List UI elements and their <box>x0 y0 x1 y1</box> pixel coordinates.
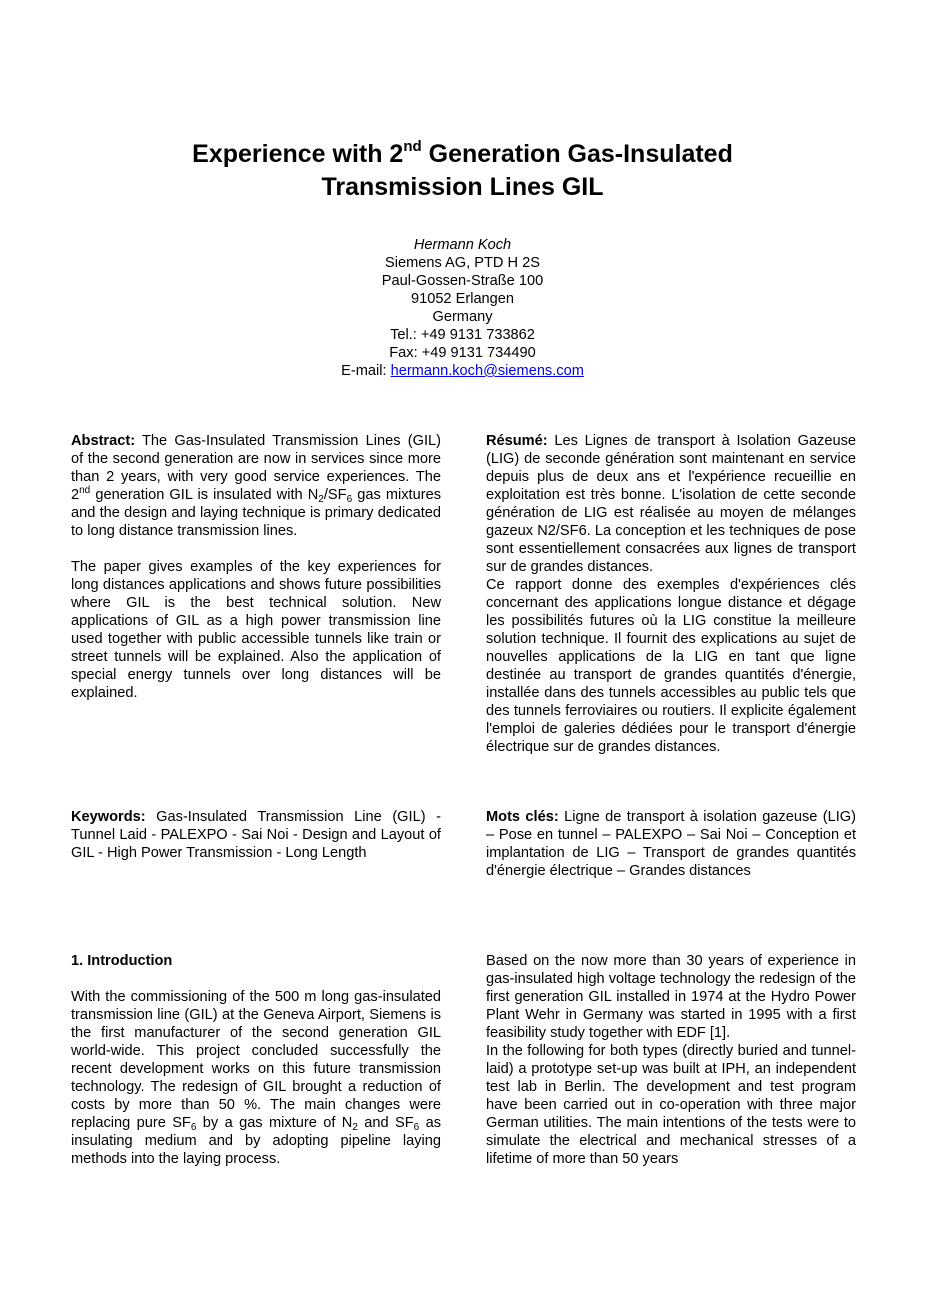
author-street: Paul-Gossen-Straße 100 <box>381 273 544 289</box>
abstract-paragraph-1: Abstract: The Gas-Insulated Transmission Lines (GIL) of the second generation are now in services since more than 2 years, with very good service experiences. The 2nd generation GIL is insulated with $N_2/SF_6$ gas mixtures and the design and laying technique is primary dedicated to long distance transmission lines. <box>71 433 442 539</box>
introduction-section <box>71 952 441 1168</box>
abstract-section <box>71 432 441 702</box>
introduction-heading: 1. Introduction <box>71 953 173 969</box>
resume-section <box>486 432 856 756</box>
mots-cles-section <box>486 808 856 880</box>
title-line1: Experience with 2nd Generation Gas-Insulated <box>192 138 733 168</box>
author-block <box>0 236 925 380</box>
author-affiliation: Siemens AG, PTD H 2S <box>385 255 540 271</box>
abstract-paragraph-2: The paper gives examples of the key experiences for long distances applications and shows future possibilities where GIL is the best technical solution. New applications of GIL as a high power transmission line used together with public accessible tunnels like train or street tunnels will be explained. Also the application of special energy tunnels over long distances will be explained. <box>71 559 441 701</box>
author-city: 91052 Erlangen <box>410 291 515 307</box>
author-email-line: E-mail: hermann.koch@siemens.com <box>341 363 584 379</box>
author-fax: Fax: +49 9131 734490 <box>389 345 536 361</box>
resume-paragraph-2: Ce rapport donne des exemples d'expériences clés concernant des applications longue distance et dégage les possibilités futures où la LIG constitue la meilleure solution technique. Il fournit des explications au sujet de nouvelles applications de la LIG en tant que ligne destinée au transport de grandes quantités d'énergie, installée dans des tunnels accessibles au public tels que des tunnels ferroviaires ou routiers. Il explicite également l'emploi de galeries dédiées pour le transport d'énergie électrique sur de grandes distances. <box>486 577 856 755</box>
keywords-text: Keywords: Gas-Insulated Transmission Line (GIL) - Tunnel Laid - PALEXPO - Sai Noi - Design and Layout of GIL - High Power Transmission - Long Length <box>71 809 441 861</box>
author-tel: Tel.: +49 9131 733862 <box>390 327 535 343</box>
body-right-paragraph-1: Based on the now more than 30 years of experience in gas-insulated high voltage technology the redesign of the first generation GIL installed in 1974 at the Hydro Power Plant Wehr in Germany was started in 1995 with a first feasibility study together with EDF [1]. <box>486 953 856 1041</box>
introduction-paragraph-1: With the commissioning of the 500 m long gas-insulated transmission line (GIL) at the Geneva Airport, Siemens is the first manufacturer of the second generation GIL world-wide. This project concluded successfully the recent development works on this future transmission technology. The redesign of GIL brought a reduction of costs by more than 50 %. The main changes were replacing pure $SF_6$ by a gas mixture of $N_2$ and $SF_6$ as insulating medium and by adopting pipeline laying methods into the laying process. <box>71 989 441 1167</box>
keywords-section <box>71 808 441 862</box>
author-country: Germany <box>432 309 493 325</box>
mots-cles-text: Mots clés: Ligne de transport à isolation gazeuse (LIG) – Pose en tunnel – PALEXPO – Sai Noi – Conception et implantation de LIG – Transport de grandes quantités d'énergie électrique – Grandes distances <box>486 809 856 879</box>
body-right-section <box>486 952 856 1168</box>
resume-paragraph-1: Résumé: Les Lignes de transport à Isolation Gazeuse (LIG) de seconde génération sont maintenant en service depuis plus de deux ans et l'expérience recueillie en exploitation est très bonne. L'isolation de cette seconde génération de LIG est réalisée au moyen de mélanges gazeux N2/SF6. La conception et les techniques de pose sont essentiellement consacrées aux lignes de transport sur de grandes distances. <box>486 433 856 575</box>
author-email-link[interactable]: hermann.koch@siemens.com <box>390 363 584 379</box>
body-right-paragraph-2: In the following for both types (directly buried and tunnel-laid) a prototype set-up was built at IPH, an independent test lab in Berlin. The development and test program have been carried out in co-operation with three major German utilities. The main intentions of the tests were to simulate the electrical and mechanical stresses of a lifetime of more than 50 years <box>486 1043 856 1167</box>
title-line2: Transmission Lines GIL <box>321 173 604 201</box>
author-name: Hermann Koch <box>413 237 512 253</box>
paper-title <box>0 138 925 204</box>
